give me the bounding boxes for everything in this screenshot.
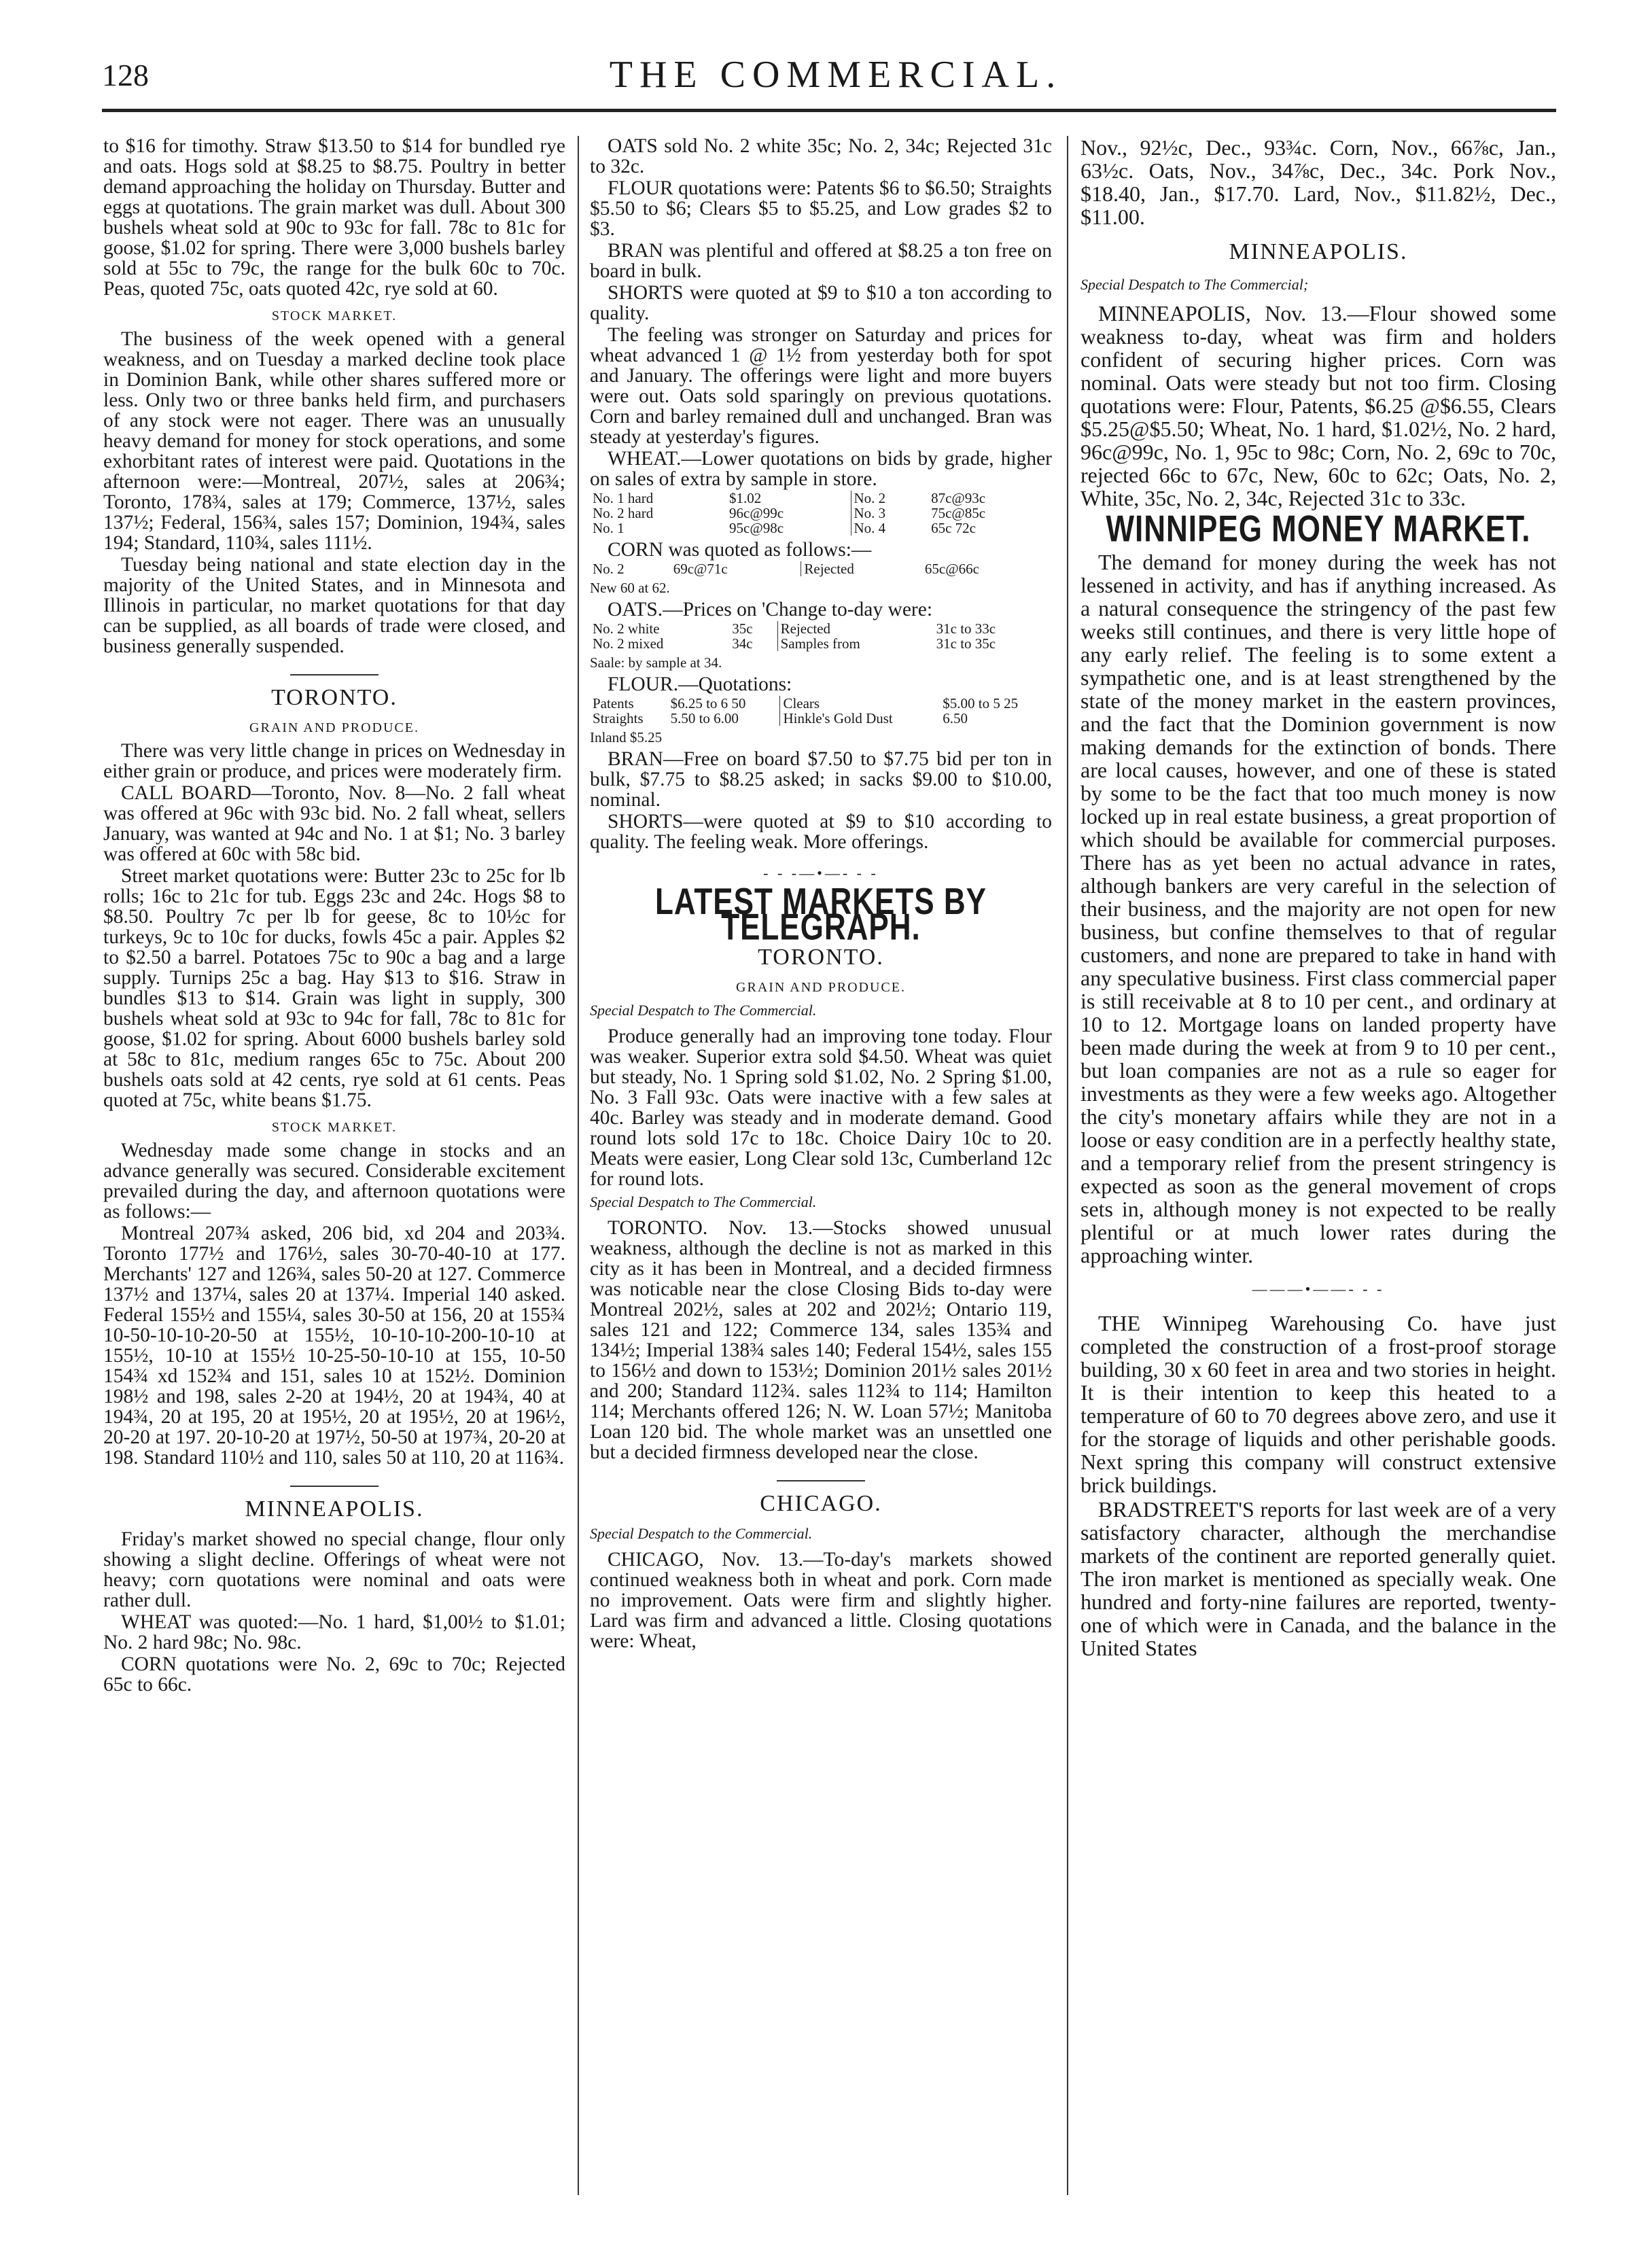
section-heading: WINNIPEG MONEY MARKET. [1106,508,1531,550]
table-cell: $1.02 [729,490,762,506]
paragraph: WHEAT.—Lower quotations on bids by grade, higher on sales of extra by sample in store. [590,448,1052,490]
paragraph: BRADSTREET'S reports for last week are of a very satisfactory character, although the merchandise markets of the continent are reported generally quiet. The iron market is mentioned as specially weak. One hundred and forty-nine failures are reported, twenty-one of which were in Canada, and the balance in the United States [1080,1497,1556,1660]
table-cell: $6.25 to 6 50 [670,695,746,712]
masthead-title: THE COMMERCIAL. [609,54,1063,96]
masthead-rule [102,109,1556,112]
table-cell: No. 1 hard [593,490,654,506]
paragraph: OATS sold No. 2 white 35c; No. 2, 34c; Rejected 31c to 32c. [590,136,1052,177]
table-cell: No. 2 [593,561,625,577]
section-heading: CHICAGO. [760,1491,882,1516]
paragraph: CORN quotations were No. 2, 69c to 70c; Rejected 65c to 66c. [103,1653,565,1696]
dispatch-line: Special Despatch to The Commercial; [1080,276,1309,293]
table-cell: No. 3 [851,506,928,521]
section-heading: MINNEAPOLIS. [1229,239,1408,264]
paragraph: Wednesday made some change in stocks and an advance generally was secured. Considerable excitement prevailed during the day, and afternoon quotations were as follows:— [103,1140,565,1223]
section-subheading: STOCK MARKET. [271,1120,398,1135]
table-row [590,636,1052,651]
table-cell: Patents [593,695,634,712]
table-cell: Rejected [801,561,922,576]
column-divider [1067,136,1068,2195]
dispatch-line: Special Despatch to the Commercial. [590,1525,813,1542]
dispatch-line: Special Despatch to The Commercial. [590,1193,817,1210]
table-cell: 31c to 33c [936,620,996,637]
table-cell: No. 2 white [593,620,660,637]
paragraph: TORONTO. Nov. 13.—Stocks showed unusual weakness, although the decline is not as marked in this city as it has been in Montreal, and a decided firmness was noticable near the close Closing Bids to-day were Montreal 202½, sales at 202 and 202½; Ontario 119, sales 121 and 122; Commerce 134, sales 135¾ and 134½; Imperial 138¾ sales 140; Federal 154½, sales 155 to 156½ and down to 153½; Dominion 201½ sales 201½ and 200; Standard 112¾. sales 112¾ to 114; Hamilton 114; Merchants offered 126; N. W. Loan 57½; Manitoba Loan 120 bid. The whole market was an unsettled one but a decided firmness developed near the close. [590,1217,1052,1463]
table-cell: 31c to 35c [936,635,996,652]
paragraph: BRAN was plentiful and offered at $8.25 a ton free on board in bulk. [590,240,1052,282]
paragraph: WHEAT was quoted:—No. 1 hard, $1,00½ to $1.01; No. 2 hard 98c; No. 98c. [103,1611,565,1653]
table-cell: Rejected [777,621,934,636]
corn-quote-table [590,561,1052,576]
paragraph: FLOUR.—Quotations: [608,673,792,695]
paragraph: MINNEAPOLIS, Nov. 13.—Flour showed some weakness to-day, wheat was firm and holders confident of securing higher prices. Corn was nominal. Oats were steady but not too firm. Closing quotations were: Flour, Patents, $6.25 @$6.55, Clears $5.25@$5.50; Wheat, No. 1 hard, $1.02½, No. 2 hard, 96c@99c, No. 1, 95c to 98c; Corn, No. 2, 69c to 70c, rejected 66c to 67c, New, 60c to 62c; Oats, No. 2, White, 35c, No. 2, 34c, Rejected 31c to 33c. [1080,301,1556,510]
column-divider [578,136,579,2195]
table-cell: No. 1 [593,520,625,536]
table-cell: 69c@71c [673,561,728,577]
paragraph: to $16 for timothy. Straw $13.50 to $14 for bundled rye and oats. Hogs sold at $8.25 to $8.75. Poultry in better demand approaching the holiday on Thursday. Butter and eggs at quotations. The grain market was dull. About 300 bushels wheat sold at 90c to 93c for fall. 78c to 81c for goose, $1.02 for spring. There were 3,000 bushels barley sold at 55c to 79c, the range for the bulk 60c to 70c. Peas, quoted 75c, oats quoted 42c, rye sold at 60. [103,136,565,300]
section-heading: TORONTO. [271,685,398,710]
paragraph: CALL BOARD—Toronto, Nov. 8—No. 2 fall wheat was offered at 96c with 93c bid. No. 2 fall wheat, sellers January, was wanted at 94c and No. 1 at $1; No. 3 barley was offered at 60c with 58c bid. [103,782,565,865]
flour-quote-table [590,696,1052,726]
paragraph: SHORTS—were quoted at $9 to $10 according to quality. The feeling weak. More offerings. [590,811,1052,853]
table-note: New 60 at 62. [590,580,670,596]
section-heading: MINNEAPOLIS. [245,1496,424,1522]
paragraph: Friday's market showed no special change, flour only showing a slight decline. Offerings of wheat were not heavy; corn quotations were nominal and oats were rather dull. [103,1528,565,1611]
paragraph: The feeling was stronger on Saturday and prices for wheat advanced 1 @ 1½ from yesterday both for spot and January. The offerings were light and more buyers were out. Oats sold sparingly on previous quotations. Corn and barley remained dull and unchanged. Bran was steady at yesterday's figures. [590,324,1052,448]
table-cell: No. 2 hard [593,505,654,521]
table-cell: No. 4 [851,521,928,536]
table-row [590,561,1052,576]
table-cell: Samples from [777,636,934,651]
paragraph: THE Winnipeg Warehousing Co. have just completed the construction of a frost-proof storage building, 30 x 60 feet in area and two stories in height. It is their intention to keep this heated to a temperature of 60 to 70 degrees above zero, and use it for the storage of liquids and other perishable goods. Next spring this company will construct extensive brick buildings. [1080,1311,1556,1497]
page-number: 128 [102,58,149,92]
wheat-quote-table [590,491,1052,536]
oats-quote-table [590,621,1052,651]
table-cell: 5.50 to 6.00 [670,710,739,726]
table-cell: Clears [780,696,940,711]
paragraph: The demand for money during the week has not lessened in activity, and has if anything increased. As a natural consequence the stringency of the past few weeks still continues, and there is very little hope of any early relief. The feeling is to some extent a sympathetic one, and is at least strengthened by the state of the money market in the eastern provinces, and the fact that the Dominion government is now making demands for the extinction of bonds. There are local causes, however, and one of these is stated by some to be the fact that too much money is now locked up in real estate business, a great proportion of which should be available for commercial purposes. There has as yet been no actual advance in rates, although bankers are very careful in the selection of their business, and the majority are not open for new business, but confine themselves to that of regular customers, and none are prepared to take in hand with any speculative business. First class commercial paper is still receivable at 8 to 10 per cent., and ordinary at 10 to 12. Mortgage loans on landed property have been made during the week at from 9 to 10 per cent., but loan companies are not as a rule so eager for investments as they were a few weeks ago. Altogether the city's monetary affairs while they are not in a loose or easy condition are in a perfectly healthy state, and a temporary relief from the present stringency is expected as soon as the general movement of crops sets in, although money is not expected to be really plentiful or at much lower rates during the approaching winter. [1080,550,1556,1267]
section-heading: LATEST MARKETS BY TELEGRAPH. [655,881,987,948]
table-row [590,491,1052,506]
paragraph: SHORTS were quoted at $9 to $10 a ton according to quality. [590,282,1052,324]
table-row [590,621,1052,636]
section-subheading: STOCK MARKET. [271,309,398,323]
paragraph: Produce generally had an improving tone today. Flour was weaker. Superior extra sold $4.50. Wheat was quiet but steady, No. 1 Spring sold $1.02, No. 2 Spring $1.00, No. 3 Fall 93c. Oats were inactive with a few sales at 40c. Barley was steady and in moderate demand. Good round lots sold 17c to 18c. Choice Dairy 10c to 20. Meats were easier, Long Clear sold 13c, Cumberland 12c for round lots. [590,1025,1052,1190]
table-cell: 75c@85c [931,505,986,521]
table-cell: $5.00 to 5 25 [943,695,1019,712]
divider [290,674,379,675]
table-row [590,696,1052,711]
column-2 [590,136,1052,2195]
table-row [590,506,1052,521]
table-cell: 65c@66c [924,561,979,577]
table-row [590,521,1052,536]
paragraph: CORN was quoted as follows:— [608,539,872,561]
table-cell: No. 2 [851,491,928,506]
paragraph: FLOUR quotations were: Patents $6 to $6.50; Straights $5.50 to $6; Clears $5 to $5.25, and Low grades $2 to $3. [590,177,1052,240]
table-cell: Straights [593,710,644,726]
column-3 [1080,136,1556,2195]
table-cell: 95c@98c [729,520,784,536]
masthead [102,53,1570,103]
paragraph: The business of the week opened with a general weakness, and on Tuesday a marked decline took place in Dominion Bank, while other shares suffered more or less. Only two or three banks held firm, and purchasers of any stock were not eager. There was an unusually heavy demand for money for stock operations, and some exhorbitant rates of interest were paid. Quotations in the afternoon were:—Montreal, 207½, sales at 206¾; Toronto, 178¾, sales at 179; Commerce, 137½, sales 137½; Federal, 156¾, sales 157; Dominion, 194¾, sales 194; Standard, 110¾, sales 111½. [103,328,565,554]
paragraph: Street market quotations were: Butter 23c to 25c for lb rolls; 16c to 21c for tub. Eggs 23c and 24c. Hogs $8 to $8.50. Poultry 7c per lb for geese, 8c to 10½c for turkeys, 9c to 10c for ducks, fowls 45c a pair. Apples $2 to $2.50 a barrel. Potatoes 75c to 90c a bag and a large supply. Turnips 25c a bag. Hay $13 to $16. Straw in bundles $13 to $14. Grain was light in supply, 300 bushels wheat sold at 93c to 94c for fall, 78c to 81c for goose, $1.02 for spring. About 6000 bushels barley sold at 58c to 81c, medium ranges 65c to 75c. About 200 bushels oats sold at 42 cents, rye sold at 61 cents. Peas quoted at 75c, white beans $1.75. [103,865,565,1111]
table-note: Saale: by sample at 34. [590,654,722,671]
paragraph: OATS.—Prices on 'Change to-day were: [608,599,933,620]
table-cell: No. 2 mixed [593,635,664,652]
section-subheading: GRAIN AND PRODUCE. [249,720,419,735]
paragraph: BRAN—Free on board $7.50 to $7.75 bid per ton in bulk, $7.75 to $8.25 asked; in sacks $9.00 to $10.00, nominal. [590,748,1052,811]
table-cell: 34c [732,635,753,652]
divider [777,1480,865,1481]
column-1 [103,136,565,2195]
ornament-divider: ———•——- - - [1252,1280,1385,1297]
table-note: Inland $5.25 [590,729,663,745]
dispatch-line: Special Despatch to The Commercial. [590,1002,817,1019]
table-cell: 96c@99c [729,505,784,521]
divider [290,1486,379,1487]
table-cell: 6.50 [943,710,968,726]
table-cell: 87c@93c [931,490,986,506]
table-cell: Hinkle's Gold Dust [780,711,940,726]
ornament-divider: - - -—•—- - - [763,864,879,881]
paragraph: Montreal 207¾ asked, 206 bid, xd 204 and 203¾. Toronto 177½ and 176½, sales 30-70-40-10 at 177. Merchants' 127 and 126¾, sales 50-20 at 127. Commerce 137½ and 137¼, sales 20 at 137¼. Imperial 140 asked. Federal 155½ and 155¼, sales 30-50 at 156, 20 at 155¾ 10-50-10-10-20-50 at 155½, 10-10-10-200-10-10 at 155½, 10-10 at 155½ 10-25-50-10-10 at 155, 10-50 154¾ xd 152¾ and 151, sales 10 at 152½. Dominion 198½ and 198, sales 2-20 at 194½, 20 at 194¾, 40 at 194¾, 20 at 195, 20 at 195½, 20 at 195½, 20 at 196½, 20-20 at 197. 20-10-20 at 197½, 50-50 at 197¾, 20-20 at 198. Standard 110½ and 110, sales 50 at 110, 20 at 116¾. [103,1223,565,1469]
paragraph: There was very little change in prices on Wednesday in either grain or produce, and prices were moderately firm. [103,740,565,782]
section-subheading: GRAIN AND PRODUCE. [736,980,906,995]
table-row [590,711,1052,726]
paragraph: Nov., 92½c, Dec., 93¾c. Corn, Nov., 66⅞c, Jan., 63½c. Oats, Nov., 34⅞c, Dec., 34c. Pork Nov., $18.40, Jan., $17.70. Lard, Nov., $11.82½, Dec., $11.00. [1080,136,1556,229]
paragraph: CHICAGO, Nov. 13.—To-day's markets showed continued weakness both in wheat and pork. Corn made no improvement. Oats were firm and slightly higher. Lard was firm and advanced a little. Closing quotations were: Wheat, [590,1549,1052,1652]
table-cell: 35c [732,620,753,637]
section-heading: TORONTO. [758,945,884,970]
table-cell: 65c 72c [931,520,976,536]
paragraph: Tuesday being national and state election day in the majority of the United States, and in Minnesota and Illinois in particular, no market quotations for that day can be supplied, as all boards of trade were closed, and business generally suspended. [103,554,565,657]
